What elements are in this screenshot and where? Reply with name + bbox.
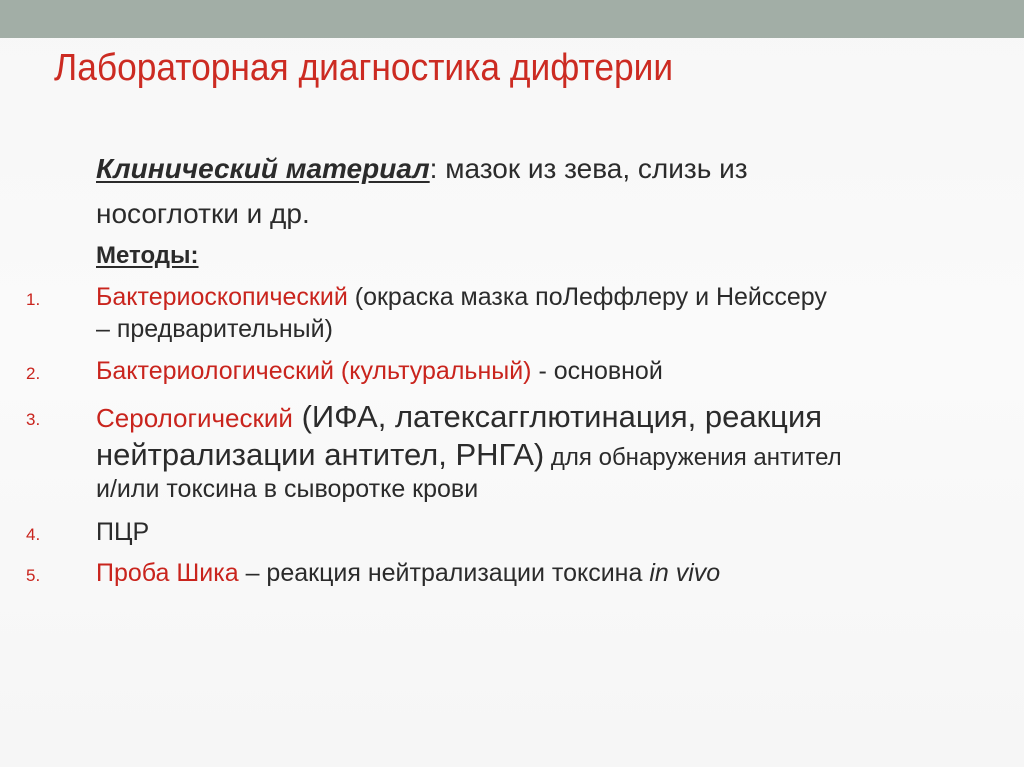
method-4-name: ПЦР (96, 518, 150, 546)
clinical-material-colon: : (429, 153, 438, 184)
method-3-name: Серологический (96, 403, 293, 433)
clinical-material-label: Клинический материал (96, 153, 430, 184)
clinical-material-text: мазок из зева, слизь из (437, 153, 748, 184)
method-3-line-2 (96, 436, 842, 477)
method-1-line-2: – предварительный) (96, 315, 333, 343)
method-3-detail: (ИФА, латексагглютинация, реакция (292, 399, 823, 434)
method-5-detail-italic: in vivo (649, 559, 721, 587)
method-2-detail: - основной (531, 357, 663, 385)
method-3-line-1 (96, 398, 822, 437)
method-2-name: Бактериологический (культуральный) (96, 357, 532, 385)
method-1-name: Бактериоскопический (96, 283, 348, 311)
method-5-number: 5. (26, 566, 41, 585)
slide-title: Лабораторная диагностика дифтерии (54, 47, 674, 89)
method-5-name: Проба Шика (96, 559, 239, 587)
clinical-material-line-2: носоглотки и др. (96, 198, 310, 229)
method-2-line-1 (96, 355, 663, 388)
top-bar (0, 0, 1024, 38)
method-5-detail: – реакция нейтрализации токсина (238, 559, 650, 587)
method-5-line-1 (96, 557, 720, 590)
clinical-material-line-1 (96, 150, 748, 188)
method-3-detail-2: нейтрализации антител, РНГА) (96, 437, 545, 472)
method-1-detail: (окраска мазка поЛеффлеру и Нейссеру (347, 283, 827, 311)
method-1-number: 1. (26, 290, 41, 309)
method-3-line-3: и/или токсина в сыворотке крови (96, 475, 479, 503)
methods-heading: Методы: (96, 242, 199, 269)
method-2-number: 2. (26, 364, 41, 383)
method-4-number: 4. (26, 525, 41, 544)
method-3-detail-2-small: для обнаружения антител (544, 444, 842, 471)
method-3-number: 3. (26, 410, 41, 429)
method-1-line-1 (96, 281, 827, 314)
